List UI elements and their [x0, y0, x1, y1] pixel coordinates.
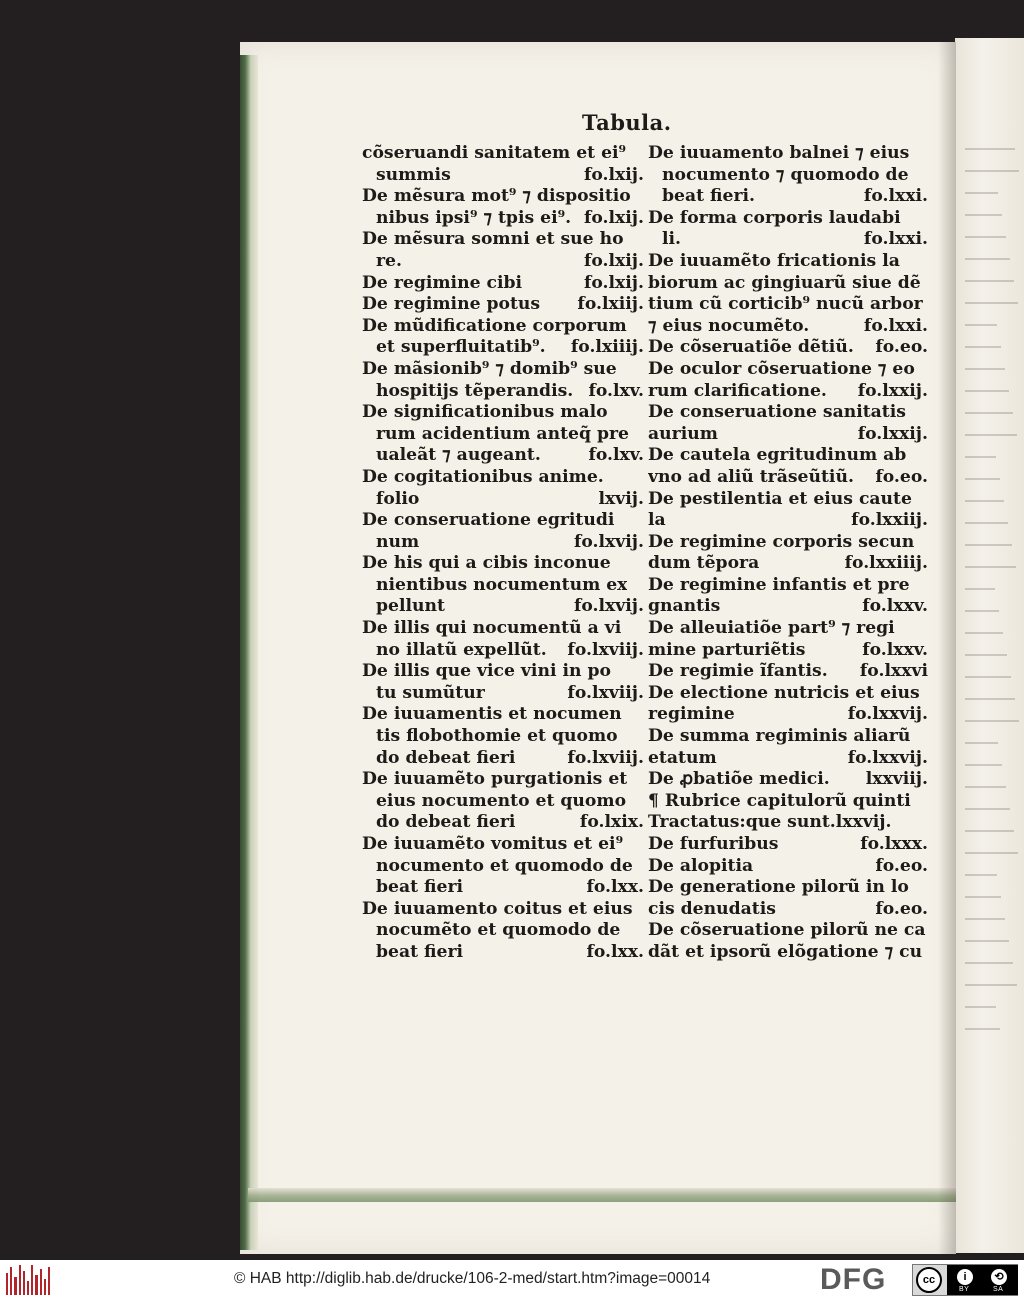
- bleed-through-line: [965, 170, 1019, 172]
- bleed-through-line: [965, 1006, 996, 1008]
- bleed-through-line: [965, 214, 1002, 216]
- entry-text: De pestilentia et eius caute: [648, 488, 912, 509]
- table-line: [648, 424, 928, 446]
- table-line: [362, 294, 644, 316]
- table-line: [648, 337, 928, 359]
- table-line: [648, 920, 928, 942]
- entry-text: nibus ipsi⁹ ⁊ tpis ei⁹.: [376, 207, 572, 228]
- entry-text: rum clarificatione.: [648, 380, 827, 401]
- bleed-through-line: [965, 984, 1017, 986]
- folio-reference: lxxviij.: [865, 769, 928, 790]
- spine-shadow: [938, 42, 956, 1254]
- entry-text: eius nocumento et quomo: [376, 790, 627, 811]
- bleed-through-line: [965, 874, 997, 876]
- table-line: [648, 359, 928, 381]
- hab-logo-bar: [44, 1279, 46, 1295]
- bleed-through-line: [965, 610, 999, 612]
- table-line: [648, 208, 928, 230]
- entry-text: do debeat fieri: [376, 747, 516, 768]
- table-line: [648, 489, 928, 511]
- table-line: [648, 467, 928, 489]
- entry-text: De mãsionib⁹ ⁊ domib⁹ sue: [362, 358, 617, 379]
- entry-text: summis: [376, 164, 451, 185]
- entry-text: De conseruatione sanitatis: [648, 402, 906, 423]
- entry-text: De iuuamẽto vomitus et ei⁹: [362, 834, 624, 854]
- table-line: [648, 402, 928, 424]
- folio-reference: fo.lxviij.: [567, 747, 644, 768]
- entry-text: etatum: [648, 747, 717, 768]
- table-line: [648, 553, 928, 575]
- table-line: [362, 445, 644, 467]
- table-line: [648, 726, 928, 748]
- table-line: [362, 186, 644, 208]
- hab-logo-bar: [35, 1275, 37, 1295]
- folio-reference: fo.lxij.: [583, 164, 644, 185]
- folio-reference: fo.lxxvij.: [847, 747, 928, 768]
- folio-reference: fo.eo.: [875, 466, 928, 487]
- left-column: [362, 143, 644, 964]
- entry-text: De generatione pilorũ in lo: [648, 877, 909, 898]
- table-line: [648, 942, 928, 964]
- table-line: [648, 143, 928, 165]
- cc-icon: cc: [916, 1267, 942, 1293]
- entry-text: beat fieri: [376, 941, 464, 962]
- folio-reference: fo.eo.: [875, 898, 928, 919]
- bleed-through-line: [965, 324, 997, 326]
- entry-text: biorum ac gingiuarũ siue dẽ: [648, 272, 921, 293]
- bleed-through-line: [965, 258, 1010, 260]
- folio-reference: fo.lxxx.: [860, 834, 928, 854]
- bleed-through-line: [965, 412, 1013, 414]
- table-line: [362, 834, 644, 856]
- table-line: [648, 186, 928, 208]
- folio-reference: fo.lxxi.: [863, 229, 928, 250]
- hab-logo-bar: [6, 1273, 8, 1295]
- entry-text: la: [648, 510, 666, 531]
- table-line: [648, 791, 928, 813]
- folio-reference: fo.lxxvi: [859, 661, 928, 682]
- by-label: BY: [959, 1286, 970, 1293]
- folio-reference: fo.lxij.: [583, 250, 644, 271]
- bleed-through-line: [965, 1028, 1000, 1030]
- cc-license-badge[interactable]: [912, 1264, 1018, 1296]
- entry-text: pellunt: [376, 596, 445, 617]
- folio-reference: fo.lxv.: [588, 445, 644, 466]
- entry-text: De iuuamento coitus et eius: [362, 898, 633, 919]
- folio-reference: fo.lxviij.: [567, 639, 644, 660]
- entry-text: De mũdificatione corporum: [362, 315, 627, 336]
- bleed-through-line: [965, 676, 1011, 678]
- entry-text: ⁊ eius nocumẽto.: [648, 315, 810, 336]
- table-line: [648, 294, 928, 316]
- folio-reference: fo.lxxv.: [862, 596, 928, 617]
- table-line: [648, 381, 928, 403]
- entry-text: nocumẽto et quomodo de: [376, 920, 621, 941]
- entry-text: tium cũ corticib⁹ nucũ arbor: [648, 294, 923, 315]
- next-leaf-edge: [955, 38, 1024, 1253]
- entry-text: De cogitationibus anime.: [362, 466, 604, 487]
- table-line: [648, 834, 928, 856]
- folio-reference: fo.lxxvij.: [847, 704, 928, 725]
- folio-reference: fo.lxviij.: [567, 682, 644, 703]
- table-line: [362, 208, 644, 230]
- bleed-through-line: [965, 434, 1017, 436]
- bleed-through-line: [965, 918, 1005, 920]
- table-line: [648, 165, 928, 187]
- bleed-through-line: [965, 456, 996, 458]
- table-line: [648, 575, 928, 597]
- entry-text: nocumento et quomodo de: [376, 855, 633, 876]
- entry-text: tu sumũtur: [376, 682, 485, 703]
- page-heading: Tabula.: [582, 110, 672, 135]
- table-line: [362, 424, 644, 446]
- entry-text: et superfluitatib⁹.: [376, 337, 546, 358]
- table-line: [648, 273, 928, 295]
- table-line: [648, 683, 928, 705]
- entry-text: De illis qui nocumentũ a vi: [362, 618, 622, 639]
- bleed-through-line: [965, 346, 1001, 348]
- entry-text: nientibus nocumentum ex: [376, 574, 628, 595]
- bleed-through-line: [965, 962, 1013, 964]
- hab-logo-bar: [23, 1271, 25, 1295]
- bleed-through-line: [965, 720, 1019, 722]
- table-line: [362, 143, 644, 165]
- hab-logo-bar: [10, 1267, 12, 1295]
- bleed-through-line: [965, 390, 1009, 392]
- entry-text: li.: [662, 229, 682, 250]
- bleed-through-line: [965, 852, 1018, 854]
- bleed-through-line: [965, 632, 1003, 634]
- entry-text: dum tẽpora: [648, 553, 760, 574]
- bleed-through-line: [965, 368, 1005, 370]
- page-bottom-edge: [248, 1188, 956, 1202]
- entry-text: De regimine cibi: [362, 272, 523, 293]
- entry-text: num: [376, 531, 420, 552]
- table-line: [362, 640, 644, 662]
- entry-text: De mẽsura mot⁹ ⁊ dispositio: [362, 186, 631, 207]
- entry-text: De regimie ĩfantis.: [648, 661, 828, 682]
- bleed-through-line: [965, 302, 1018, 304]
- bleed-through-line: [965, 764, 1002, 766]
- bleed-through-line: [965, 698, 1015, 700]
- bleed-through-line: [965, 478, 1000, 480]
- entry-text: De regimine potus: [362, 294, 541, 315]
- table-line: [362, 791, 644, 813]
- entry-text: nocumento ⁊ quomodo de: [662, 164, 909, 185]
- bleed-through-line: [965, 830, 1014, 832]
- entry-text: mine parturiẽtis: [648, 639, 806, 660]
- entry-text: De alopitia: [648, 855, 754, 876]
- entry-text: De oculor cõseruatione ⁊ eo: [648, 358, 915, 379]
- entry-text: gnantis: [648, 596, 721, 617]
- table-line: [362, 359, 644, 381]
- entry-text: beat fieri.: [662, 186, 756, 207]
- hab-logo-bar: [27, 1281, 29, 1295]
- table-line: [648, 856, 928, 878]
- hab-logo-bar: [31, 1265, 33, 1295]
- page-left-edge: [240, 55, 258, 1250]
- table-line: [648, 229, 928, 251]
- entry-text: De iuuamẽto fricationis la: [648, 250, 900, 271]
- bleed-through-line: [965, 544, 1012, 546]
- table-line: [362, 575, 644, 597]
- table-line: [362, 618, 644, 640]
- table-line: [648, 532, 928, 554]
- folio-reference: fo.lxix.: [579, 812, 644, 833]
- folio-reference: fo.lxxv.: [862, 639, 928, 660]
- bleed-through-line: [965, 236, 1006, 238]
- hab-logo-bar: [19, 1265, 21, 1295]
- folio-reference: fo.lxxij.: [857, 380, 928, 401]
- sa-share-alike-icon: ⟲: [990, 1268, 1008, 1286]
- entry-text: no illatũ expellũt.: [376, 639, 547, 660]
- folio-reference: fo.lxiij.: [577, 294, 644, 315]
- entry-text: Tractatus:que sunt.lxxvij.: [648, 812, 892, 833]
- table-line: [362, 165, 644, 187]
- folio-reference: fo.lxxij.: [857, 423, 928, 444]
- table-line: [648, 640, 928, 662]
- hab-logo-bar: [40, 1269, 42, 1295]
- table-line: [648, 877, 928, 899]
- entry-text: De iuuamento balnei ⁊ eius: [648, 143, 910, 163]
- table-line: [648, 899, 928, 921]
- folio-reference: fo.lxv.: [588, 380, 644, 401]
- table-line: [648, 596, 928, 618]
- table-line: [362, 877, 644, 899]
- footer-bar: [0, 1260, 1024, 1300]
- hab-logo-bar: [14, 1277, 16, 1295]
- entry-text: De regimine infantis et pre: [648, 574, 910, 595]
- table-line: [362, 510, 644, 532]
- right-column: [648, 143, 928, 964]
- table-line: [362, 553, 644, 575]
- table-line: [362, 251, 644, 273]
- entry-text: De conseruatione egritudi: [362, 510, 615, 531]
- entry-text: aurium: [648, 423, 718, 444]
- table-line: [648, 769, 928, 791]
- cc-license-terms: [947, 1265, 1018, 1295]
- table-line: [362, 661, 644, 683]
- table-line: [362, 273, 644, 295]
- table-line: [648, 316, 928, 338]
- bleed-through-line: [965, 500, 1004, 502]
- folio-reference: fo.lxxi.: [863, 315, 928, 336]
- table-line: [362, 596, 644, 618]
- entry-text: folio: [376, 488, 420, 509]
- bleed-through-line: [965, 148, 1015, 150]
- table-line: [362, 683, 644, 705]
- bleed-through-line: [965, 522, 1008, 524]
- folio-reference: fo.lxx.: [586, 877, 644, 898]
- table-line: [648, 510, 928, 532]
- entry-text: De electione nutricis et eius: [648, 682, 920, 703]
- entry-text: De significationibus malo: [362, 402, 608, 423]
- bleed-through-line: [965, 192, 998, 194]
- entry-text: De illis que vice vini in po: [362, 661, 611, 682]
- entry-text: De regimine corporis secun: [648, 531, 915, 552]
- entry-text: ualeãt ⁊ augeant.: [376, 445, 541, 466]
- folio-reference: fo.lxx.: [586, 941, 644, 962]
- entry-text: De iuuamentis et nocumen: [362, 704, 622, 725]
- table-line: [362, 229, 644, 251]
- entry-text: hospitijs tẽperandis.: [376, 380, 574, 401]
- folio-reference: fo.lxvij.: [573, 531, 644, 552]
- entry-text: De cautela egritudinum ab: [648, 445, 907, 466]
- bleed-through-line: [965, 940, 1009, 942]
- folio-reference: fo.lxvij.: [573, 596, 644, 617]
- entry-text: De summa regiminis aliarũ: [648, 726, 911, 747]
- entry-text: De cõseruatione pilorũ ne ca: [648, 920, 926, 941]
- table-line: [648, 748, 928, 770]
- table-line: [362, 812, 644, 834]
- by-attribution-icon: i: [956, 1268, 974, 1286]
- entry-text: De ꝓbatiõe medici.: [648, 769, 830, 790]
- table-line: [648, 812, 928, 834]
- table-line: [362, 467, 644, 489]
- table-line: [362, 856, 644, 878]
- table-line: [362, 920, 644, 942]
- table-line: [362, 726, 644, 748]
- dfg-logo[interactable]: DFG: [820, 1263, 887, 1296]
- entry-text: De cõseruatiõe dẽtiũ.: [648, 337, 854, 358]
- folio-reference: fo.lxiiij.: [570, 337, 644, 358]
- bleed-through-line: [965, 742, 998, 744]
- bleed-through-line: [965, 808, 1010, 810]
- entry-text: re.: [376, 250, 402, 271]
- entry-text: cõseruandi sanitatem et ei⁹: [362, 143, 627, 163]
- entry-text: beat fieri: [376, 877, 464, 898]
- entry-text: De iuuamẽto purgationis et: [362, 769, 628, 790]
- bleed-through-line: [965, 566, 1016, 568]
- table-line: [648, 251, 928, 273]
- table-line: [362, 899, 644, 921]
- table-line: [362, 402, 644, 424]
- table-line: [362, 704, 644, 726]
- entry-text: De forma corporis laudabi: [648, 207, 901, 228]
- entry-text: regimine: [648, 704, 735, 725]
- bleed-through-line: [965, 896, 1001, 898]
- folio-reference: fo.eo.: [875, 337, 928, 358]
- entry-text: vno ad aliũ trãseũtiũ.: [648, 466, 854, 487]
- table-line: [648, 704, 928, 726]
- copyright-link[interactable]: © HAB http://diglib.hab.de/drucke/106-2-med/start.htm?image=00014: [234, 1270, 711, 1287]
- table-line: [648, 618, 928, 640]
- table-line: [648, 661, 928, 683]
- hab-logo-bar: [48, 1267, 50, 1295]
- folio-reference: fo.lxij.: [583, 207, 644, 228]
- hab-logo[interactable]: [6, 1265, 50, 1295]
- folio-reference: fo.lxxi.: [863, 186, 928, 207]
- entry-text: De alleuiatiõe part⁹ ⁊ regi: [648, 618, 895, 639]
- table-line: [362, 381, 644, 403]
- table-line: [362, 316, 644, 338]
- table-line: [362, 337, 644, 359]
- entry-text: dãt et ipsorũ elõgatione ⁊ cu: [648, 941, 923, 962]
- entry-text: do debeat fieri: [376, 812, 516, 833]
- folio-reference: fo.eo.: [875, 855, 928, 876]
- table-line: [362, 489, 644, 511]
- entry-text: De his qui a cibis inconue: [362, 553, 611, 574]
- folio-reference: fo.lxxiiij.: [844, 553, 928, 574]
- entry-text: ¶ Rubrice capitulorũ quinti: [648, 790, 911, 811]
- folio-reference: lxvij.: [598, 488, 644, 509]
- bleed-through-line: [965, 588, 995, 590]
- bleed-through-line: [965, 786, 1006, 788]
- table-line: [362, 532, 644, 554]
- bleed-through-line: [965, 654, 1007, 656]
- entry-text: De mẽsura somni et sue ho: [362, 229, 624, 250]
- sa-label: SA: [993, 1286, 1004, 1293]
- bleed-through-line: [965, 280, 1014, 282]
- folio-reference: fo.lxij.: [583, 272, 644, 293]
- entry-text: tis flobothomie et quomo: [376, 726, 618, 747]
- table-line: [362, 942, 644, 964]
- table-line: [362, 748, 644, 770]
- table-line: [648, 445, 928, 467]
- table-line: [362, 769, 644, 791]
- folio-reference: fo.lxxiij.: [851, 510, 928, 531]
- entry-text: rum acidentium anteq̃ pre: [376, 423, 629, 444]
- entry-text: cis denudatis: [648, 898, 776, 919]
- entry-text: De furfuribus: [648, 834, 779, 854]
